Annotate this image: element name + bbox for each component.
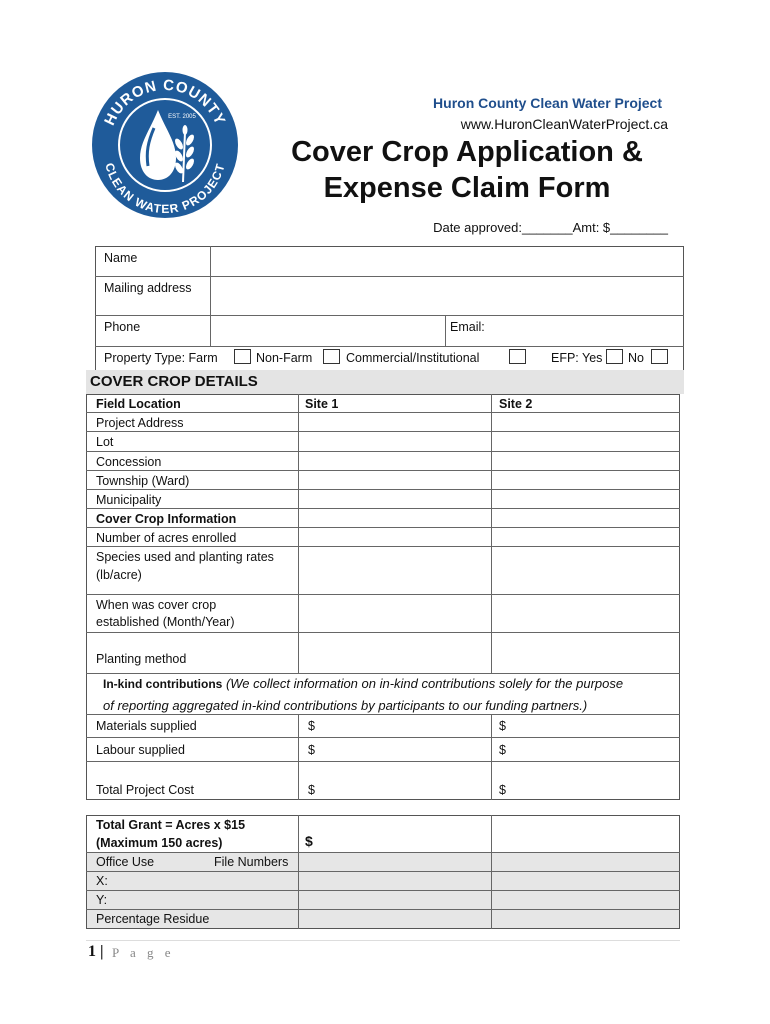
species-label-line2: (lb/acre) [96,568,142,582]
efp-no-checkbox[interactable] [651,349,668,364]
total-site1-dollar[interactable]: $ [308,783,315,797]
page-number [88,943,104,961]
phone-input[interactable] [212,317,443,345]
inkind-bold: In-kind contributions [103,677,223,691]
concession-label: Concession [96,455,162,469]
file-numbers-label: File Numbers [214,855,289,869]
mailing-address-label: Mailing address [104,281,192,295]
municipality-label: Municipality [96,493,162,507]
commercial-checkbox[interactable] [509,349,526,364]
logo-est-text: EST. 2005 [168,114,196,120]
planting-method-label: Planting method [96,652,187,666]
total-grant-label-line1: Total Grant = Acres x $15 [96,818,246,832]
cover-crop-info-label: Cover Crop Information [96,512,237,526]
township-label: Township (Ward) [96,474,190,488]
total-cost-label: Total Project Cost [96,783,194,797]
form-title [270,134,664,206]
labour-site2-dollar[interactable]: $ [499,743,506,757]
established-label-line1: When was cover crop [96,598,217,612]
site1-header: Site 1 [305,397,339,411]
footer-divider [86,940,680,941]
page-word: P a g e [112,945,175,960]
percentage-residue-label: Percentage Residue [96,912,210,926]
materials-site1-dollar[interactable]: $ [308,719,315,733]
phone-label: Phone [104,320,141,334]
email-label: Email: [450,320,485,334]
section-title: COVER CROP DETAILS [90,373,258,390]
inkind-note-line2: of reporting aggregated in-kind contributions by participants to our funding partners.) [103,698,588,713]
cover-crop-details-table [86,394,680,800]
labour-label: Labour supplied [96,743,185,757]
site2-header: Site 2 [499,397,533,411]
acres-enrolled-label: Number of acres enrolled [96,531,237,545]
total-grant-dollar[interactable]: $ [305,833,313,849]
farm-checkbox[interactable] [234,349,251,364]
form-title-line2: Expense Claim Form [323,172,611,204]
name-label: Name [104,251,138,265]
inkind-note-line1 [103,676,623,691]
lot-label: Lot [96,435,114,449]
organization-name: Huron County Clean Water Project [433,95,662,111]
website-url[interactable]: www.HuronCleanWaterProject.ca [460,116,668,132]
commercial-institutional-label: Commercial/Institutional [346,351,480,365]
total-grant-label-line2: (Maximum 150 acres) [96,836,223,850]
efp-no-label: No [628,351,644,365]
field-location-header: Field Location [96,397,181,411]
efp-yes-label: EFP: Yes [551,351,603,365]
office-use-label: Office Use [96,855,155,869]
logo-top-text: HURON COUNTY [101,76,229,129]
date-approved-field[interactable]: Date approved:_______Amt: $________ [433,220,668,235]
non-farm-checkbox[interactable] [323,349,340,364]
species-label-line1: Species used and planting rates [96,550,274,564]
established-label-line2: established (Month/Year) [96,615,235,629]
total-site2-dollar[interactable]: $ [499,783,506,797]
non-farm-label: Non-Farm [256,351,313,365]
efp-yes-checkbox[interactable] [606,349,623,364]
logo-bottom-text: CLEAN WATER PROJECT [102,161,228,217]
project-address-label: Project Address [96,416,184,430]
email-input[interactable] [490,317,682,345]
inkind-italic: (We collect information on in-kind contributions solely for the purpose [222,676,624,691]
mailing-address-input[interactable] [212,278,682,314]
labour-site1-dollar[interactable]: $ [308,743,315,757]
form-title-line1: Cover Crop Application & [291,136,643,168]
name-input[interactable] [212,248,682,275]
huron-county-clean-water-project-logo [90,70,240,220]
x-label: X: [96,874,108,888]
y-label: Y: [96,893,108,907]
materials-label: Materials supplied [96,719,197,733]
property-type-label: Property Type: Farm [104,351,218,365]
materials-site2-dollar[interactable]: $ [499,719,506,733]
page-separator: | [100,943,104,960]
page-number-value: 1 [88,943,96,960]
